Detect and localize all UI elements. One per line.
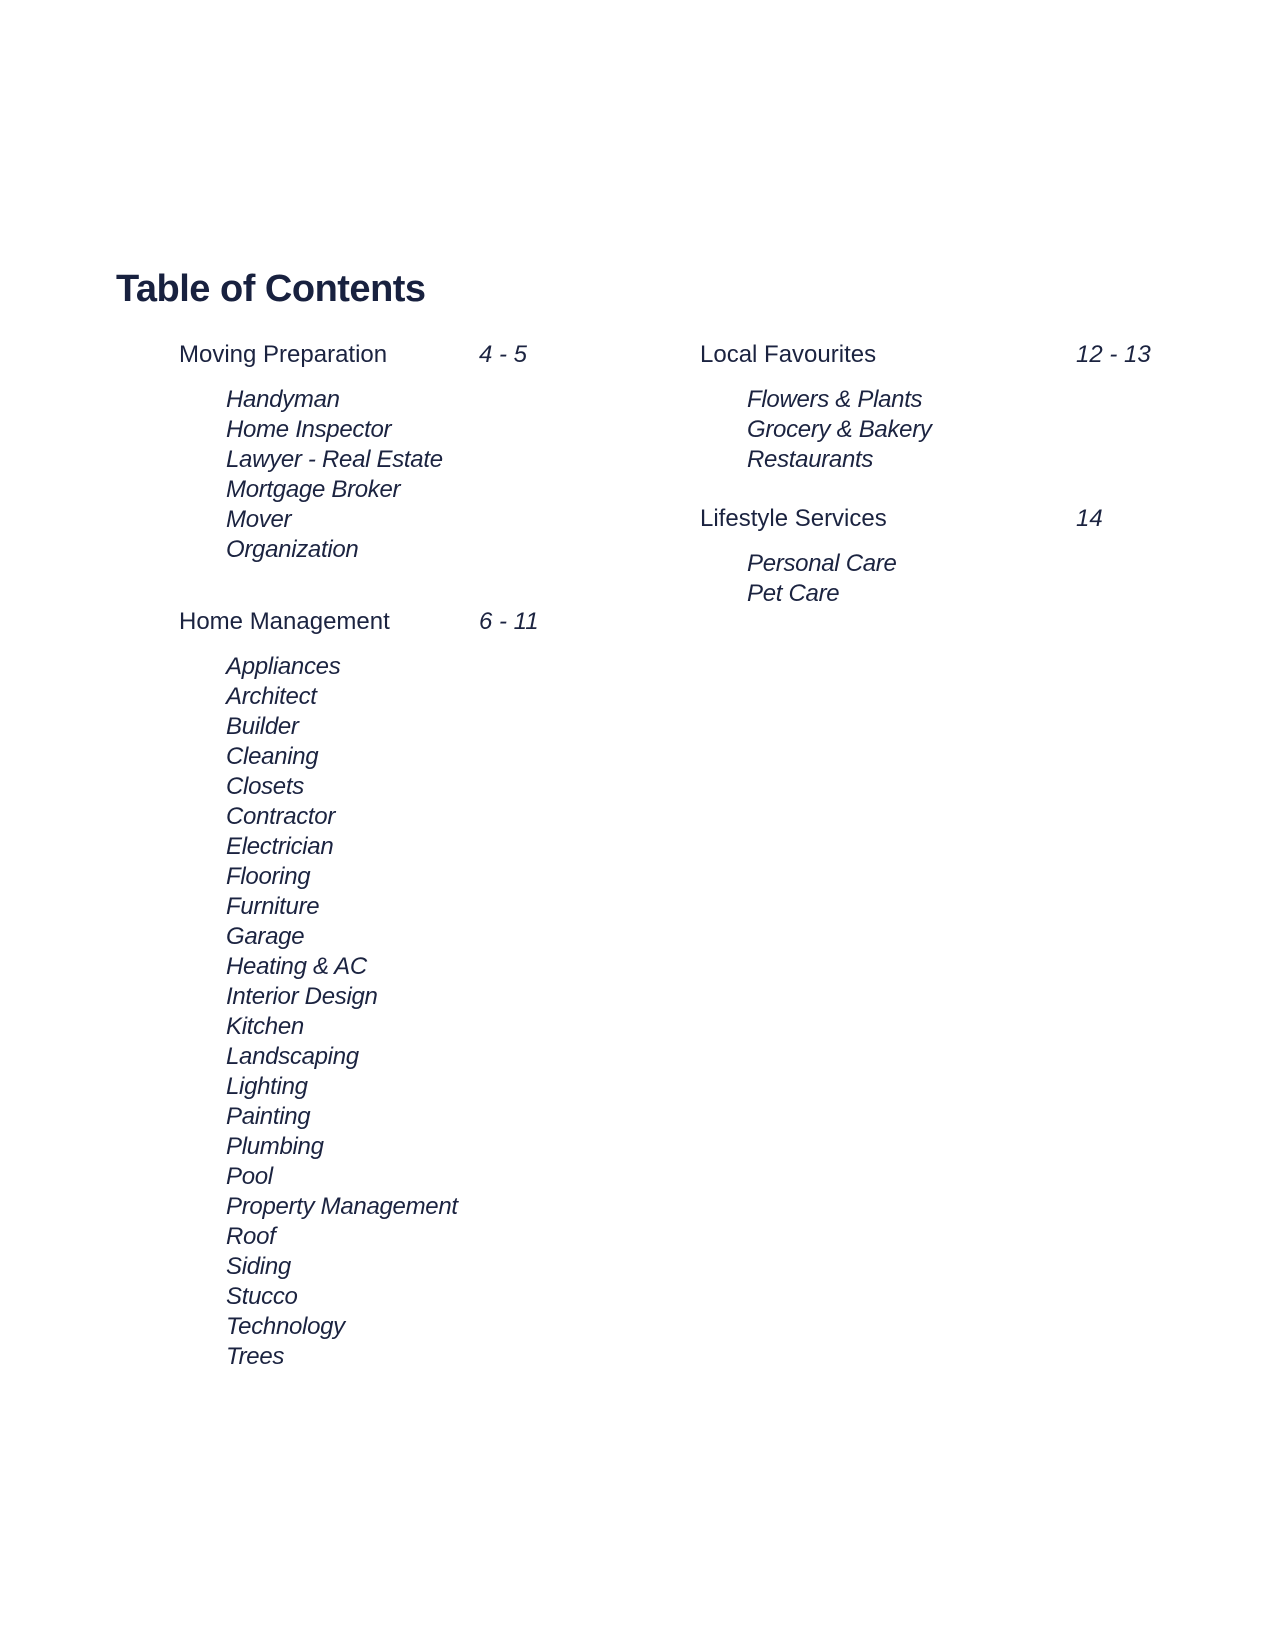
toc-item[interactable]: Garage: [226, 923, 305, 950]
toc-item[interactable]: Appliances: [226, 653, 341, 680]
toc-item[interactable]: Landscaping: [226, 1043, 359, 1070]
toc-item[interactable]: Mover: [226, 506, 292, 533]
toc-item[interactable]: Flowers & Plants: [747, 386, 923, 413]
toc-item[interactable]: Furniture: [226, 893, 320, 920]
toc-item[interactable]: Trees: [226, 1343, 285, 1370]
toc-section-title[interactable]: Local Favourites: [700, 341, 877, 368]
toc-item[interactable]: Kitchen: [226, 1013, 304, 1040]
toc-item[interactable]: Siding: [226, 1253, 291, 1280]
toc-item[interactable]: Electrician: [226, 833, 334, 860]
toc-item[interactable]: Pool: [226, 1163, 273, 1190]
toc-item[interactable]: Flooring: [226, 863, 311, 890]
toc-item[interactable]: Home Inspector: [226, 416, 392, 443]
toc-section-header: [700, 341, 1180, 375]
toc-item-list: [747, 549, 897, 609]
toc-item[interactable]: Closets: [226, 773, 304, 800]
toc-item-list: [747, 385, 932, 475]
toc-section-title[interactable]: Home Management: [179, 608, 390, 635]
toc-item[interactable]: Painting: [226, 1103, 311, 1130]
toc-item[interactable]: Mortgage Broker: [226, 476, 401, 503]
toc-item[interactable]: Property Management: [226, 1193, 458, 1220]
toc-section-title[interactable]: Lifestyle Services: [700, 505, 887, 532]
toc-item[interactable]: Cleaning: [226, 743, 319, 770]
toc-item[interactable]: Builder: [226, 713, 299, 740]
toc-item[interactable]: Technology: [226, 1313, 345, 1340]
toc-item[interactable]: Restaurants: [747, 446, 874, 473]
toc-item[interactable]: Grocery & Bakery: [747, 416, 932, 443]
toc-item[interactable]: Organization: [226, 536, 359, 563]
toc-section-pages: 6 - 11: [479, 608, 539, 635]
toc-section-home-management: [179, 608, 599, 1370]
toc-item-list: [226, 385, 443, 565]
toc-item[interactable]: Roof: [226, 1223, 276, 1250]
toc-section-pages: 14: [1076, 505, 1103, 532]
toc-section-lifestyle-services: [700, 505, 1180, 607]
toc-item[interactable]: Lighting: [226, 1073, 308, 1100]
toc-item[interactable]: Interior Design: [226, 983, 378, 1010]
toc-item[interactable]: Personal Care: [747, 550, 897, 577]
toc-item[interactable]: Pet Care: [747, 580, 840, 607]
toc-section-header: [179, 341, 599, 375]
toc-item[interactable]: Heating & AC: [226, 953, 367, 980]
toc-section-title[interactable]: Moving Preparation: [179, 341, 388, 368]
toc-item[interactable]: Handyman: [226, 386, 340, 413]
toc-section-header: [179, 608, 599, 642]
toc-section-pages: 12 - 13: [1076, 341, 1151, 368]
page-title: Table of Contents: [116, 268, 426, 310]
toc-item[interactable]: Stucco: [226, 1283, 298, 1310]
toc-item[interactable]: Contractor: [226, 803, 336, 830]
toc-item-list: [226, 652, 458, 1372]
toc-item[interactable]: Architect: [226, 683, 317, 710]
toc-item[interactable]: Lawyer - Real Estate: [226, 446, 443, 473]
toc-item[interactable]: Plumbing: [226, 1133, 324, 1160]
toc-section-local-favourites: [700, 341, 1180, 473]
toc-section-header: [700, 505, 1180, 539]
toc-section-moving-preparation: [179, 341, 599, 563]
toc-section-pages: 4 - 5: [479, 341, 528, 368]
